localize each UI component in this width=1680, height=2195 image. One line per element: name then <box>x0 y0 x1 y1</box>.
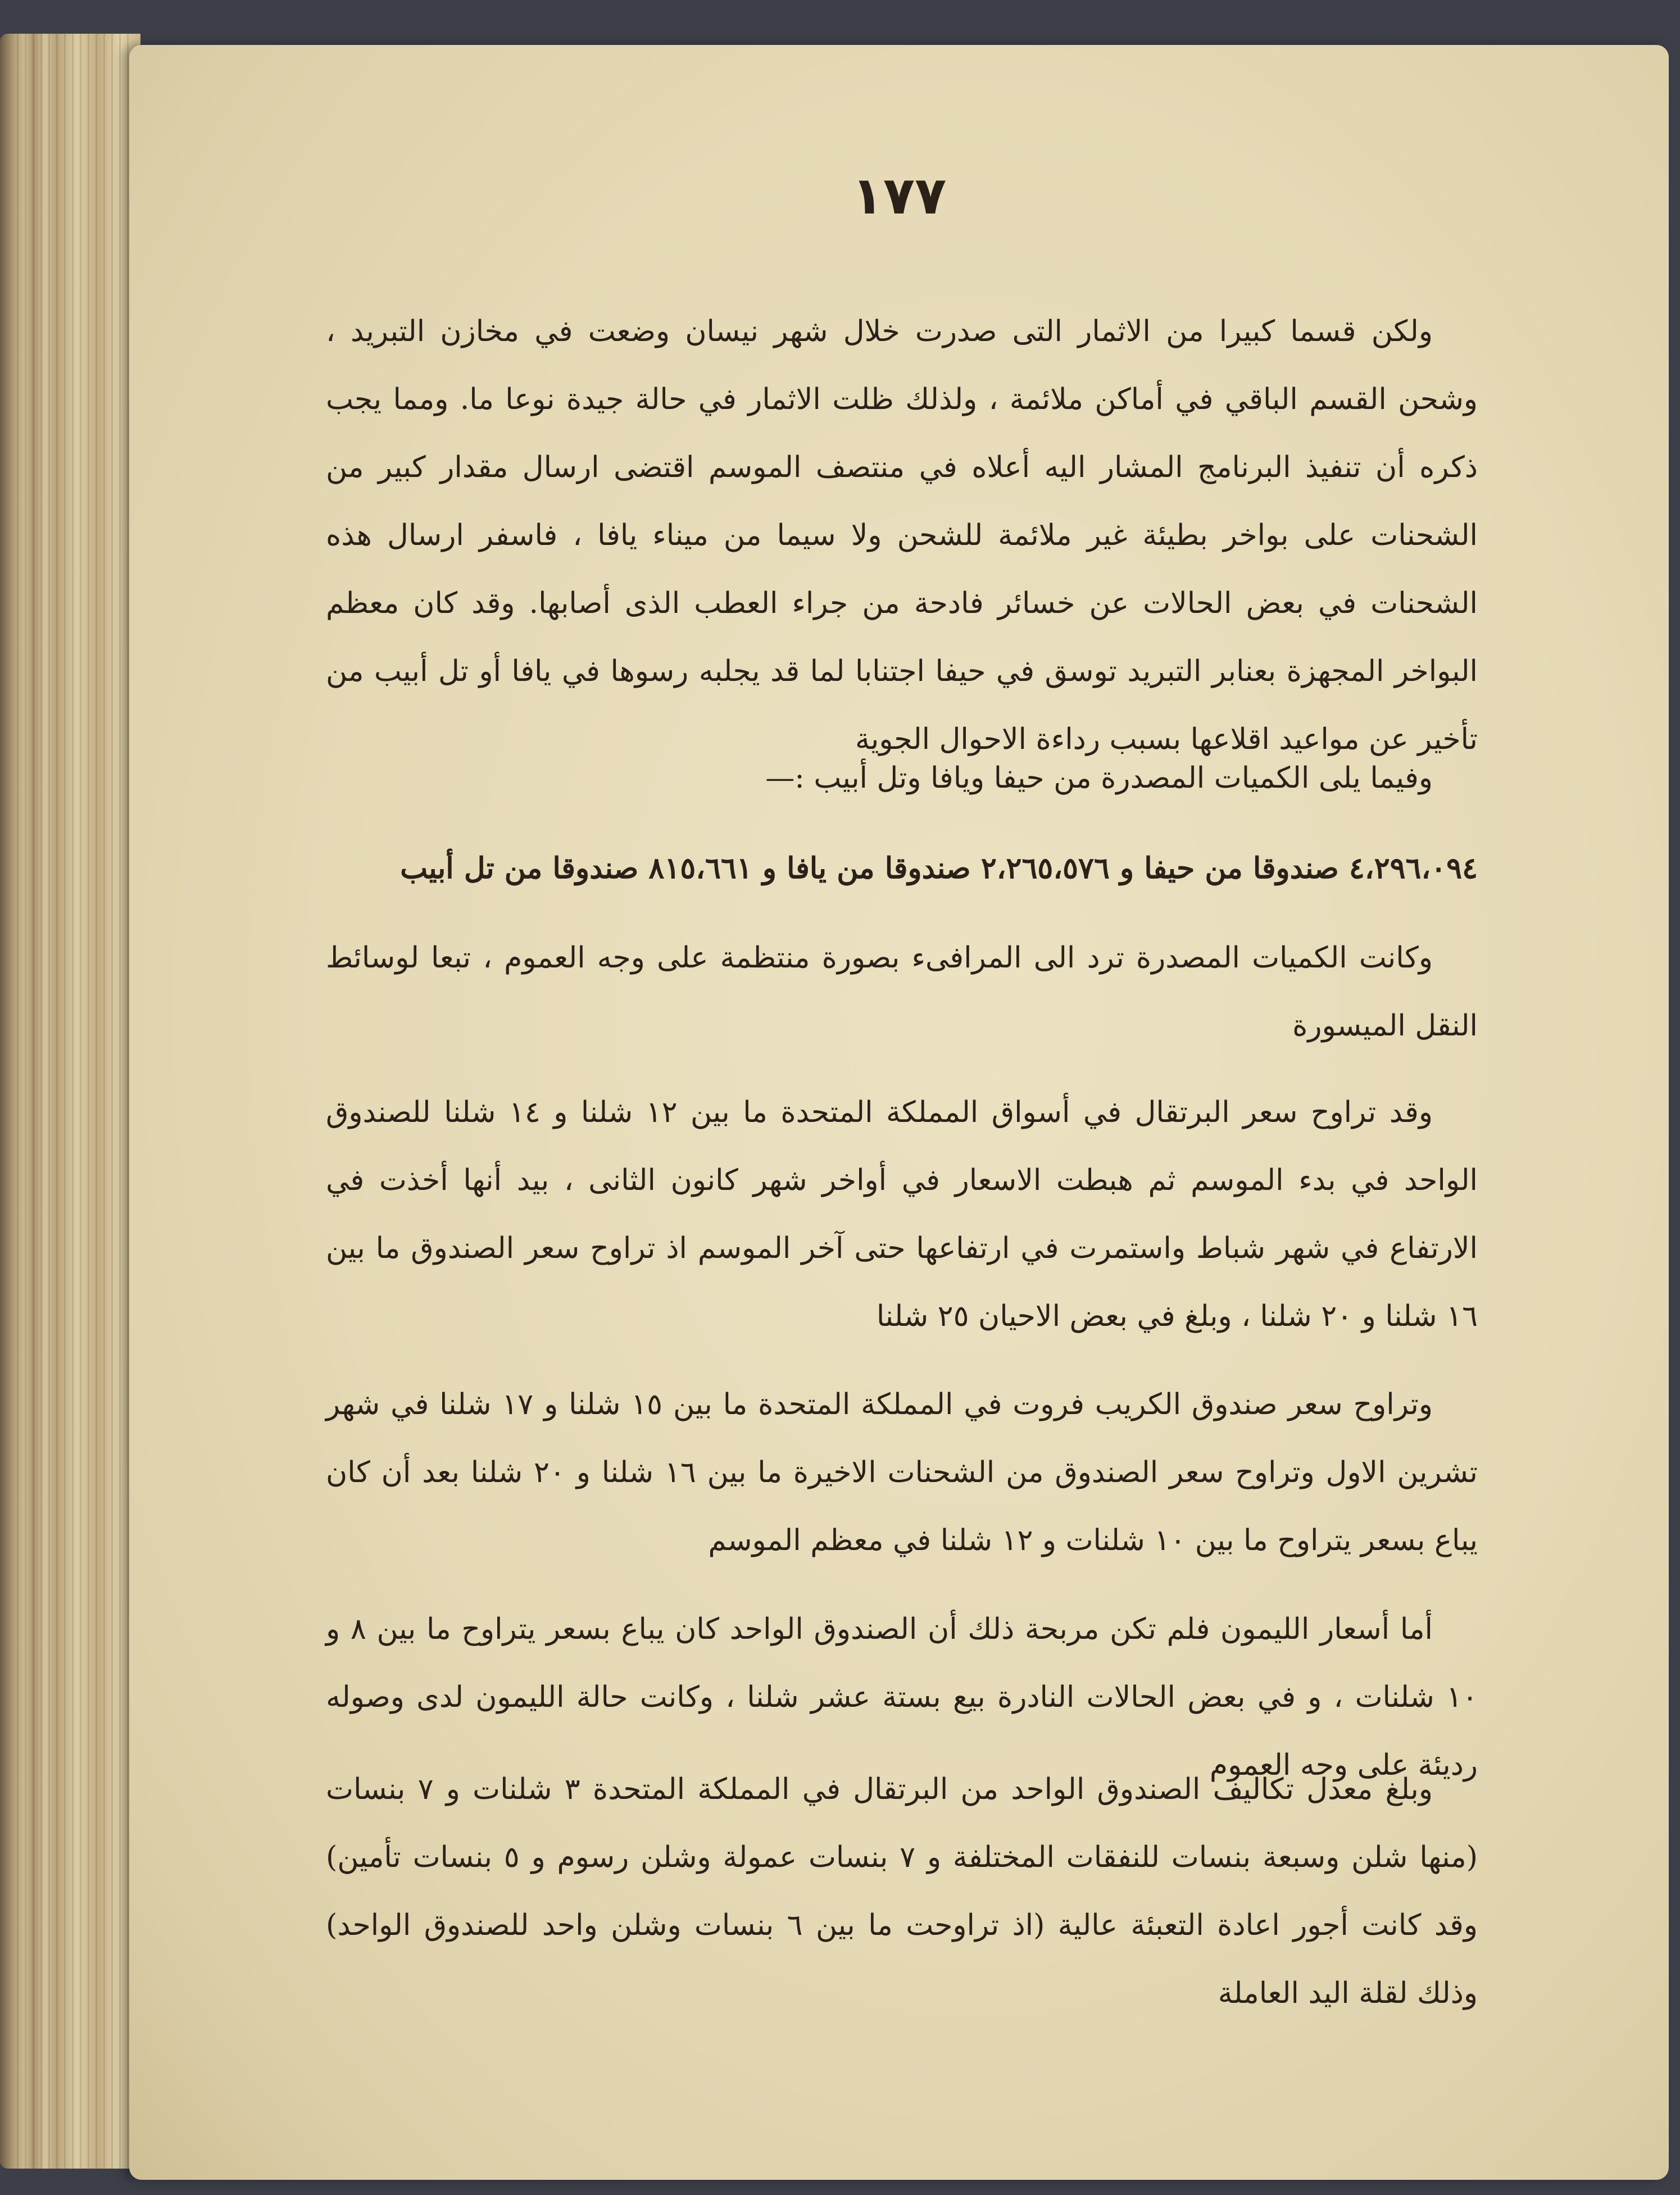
paragraph-orange-prices: وقد تراوح سعر البرتقال في أسواق المملكة المتحدة ما بين ١٢ شلنا و ١٤ شلنا للصندوق الواحد في بدء الموسم ثم هبطت الاسعار في أواخر شهر كانون الثانى ، بيد أنها أخذت في الارتفاع في شهر شباط واستمرت في ارتفاعها حتى آخر الموسم اذ تراوح سعر الصندوق ما بين ١٦ شلنا و ٢٠ شلنا ، وبلغ في بعض الاحيان ٢٥ شلنا <box>326 1096 1478 1333</box>
paragraph-quantities-intro: وفيما يلى الكميات المصدرة من حيفا ويافا وتل أبيب :— <box>765 761 1433 795</box>
paragraph-transport: وكانت الكميات المصدرة ترد الى المرافىء بصورة منتظمة على وجه العموم ، تبعا لوسائط النقل الميسورة <box>326 941 1478 1043</box>
paragraph-quantities-figures: ٤،٢٩٦،٠٩٤ صندوقا من حيفا و ٢،٢٦٥،٥٧٦ صندوقا من يافا و ٨١٥،٦٦١ صندوقا من تل أبيب <box>400 851 1478 885</box>
book-page-edges <box>0 34 140 2169</box>
paragraph-costs: وبلغ معدل تكاليف الصندوق الواحد من البرتقال في المملكة المتحدة ٣ شلنات و ٧ بنسات (منها شلن وسبعة بنسات للنفقات المختلفة و ٧ بنسات عمولة وشلن رسوم و ٥ بنسات تأمين) وقد كانت أجور اعادة التعبئة عالية (اذ تراوحت ما بين ٦ بنسات وشلن واحد للصندوق الواحد) وذلك لقلة اليد العاملة <box>326 1773 1478 2010</box>
book-page <box>129 45 1669 2180</box>
paragraph-cold-storage: ولكن قسما كبيرا من الاثمار التى صدرت خلال شهر نيسان وضعت في مخازن التبريد ، وشحن القسم الباقي في أماكن ملائمة ، ولذلك ظلت الاثمار في حالة جيدة نوعا ما. ومما يجب ذكره أن تنفيذ البرنامج المشار اليه أعلاه في منتصف الموسم اقتضى ارسال مقدار كبير من الشحنات على بواخر بطيئة غير ملائمة للشحن ولا سيما من ميناء يافا ، فاسفر ارسال هذه الشحنات في بعض الحالات عن خسائر فادحة من جراء العطب الذى أصابها. وقد كان معظم البواخر المجهزة بعنابر التبريد توسق في حيفا اجتنابا لما قد يجلبه رسوها في يافا أو تل أبيب من تأخير عن مواعيد اقلاعها بسبب رداءة الاحوال الجوية <box>326 315 1478 756</box>
paragraph-lemon-prices: أما أسعار الليمون فلم تكن مربحة ذلك أن الصندوق الواحد كان يباع بسعر يتراوح ما بين ٨ و ١٠ شلنات ، و في بعض الحالات النادرة بيع بستة عشر شلنا ، وكانت حالة الليمون لدى وصوله رديئة على وجه العموم <box>326 1612 1478 1782</box>
paragraph-grapefruit-prices: وتراوح سعر صندوق الكريب فروت في المملكة المتحدة ما بين ١٥ شلنا و ١٧ شلنا في شهر تشرين الاول وتراوح سعر الصندوق من الشحنات الاخيرة ما بين ١٦ شلنا و ٢٠ شلنا بعد أن كان يباع بسعر يتراوح ما بين ١٠ شلنات و ١٢ شلنا في معظم الموسم <box>326 1388 1478 1557</box>
page-number: ١٧٧ <box>851 166 947 226</box>
